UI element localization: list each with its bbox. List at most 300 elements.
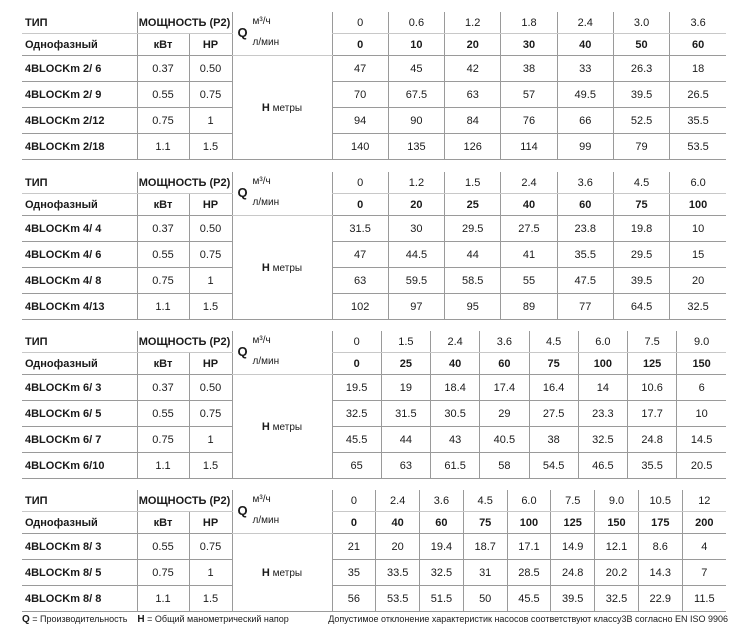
head-value: 30.5 <box>431 401 480 427</box>
flow-label <box>233 492 332 532</box>
legend-q-letter: Q <box>22 614 30 625</box>
model-name: 4BLOCKm 6/10 <box>22 453 137 479</box>
table-row <box>22 586 726 612</box>
head-value: 15 <box>670 242 726 268</box>
flow-header <box>232 490 332 534</box>
flow-symbol: Q <box>237 184 248 200</box>
head-value: 65 <box>332 453 381 479</box>
table-row <box>22 375 726 401</box>
header-row <box>22 12 726 34</box>
head-unit: метры <box>272 567 303 579</box>
power-hp: 0.75 <box>189 242 232 268</box>
head-value: 33.5 <box>376 560 420 586</box>
head-label <box>232 56 332 160</box>
flow-lmin-value: 0 <box>332 512 376 534</box>
head-value: 17.1 <box>507 534 551 560</box>
flow-header <box>232 12 332 56</box>
flow-lmin-value: 20 <box>445 34 501 56</box>
power-kw: 1.1 <box>137 586 189 612</box>
head-unit: метры <box>272 421 303 433</box>
flow-m3h-value: 3.0 <box>613 12 669 34</box>
flow-unit-lmin: л/мин <box>252 196 280 208</box>
head-value: 17.7 <box>628 401 677 427</box>
flow-m3h-value: 9.0 <box>677 331 726 353</box>
flow-lmin-value: 75 <box>613 194 669 216</box>
head-value: 32.5 <box>578 427 627 453</box>
model-name: 4BLOCKm 4/13 <box>22 294 137 320</box>
legend-q-text: = Производительность <box>29 614 128 624</box>
head-value: 7 <box>682 560 726 586</box>
table-row <box>22 108 726 134</box>
hp-header: HP <box>189 194 232 216</box>
power-kw: 0.37 <box>137 216 189 242</box>
power-hp: 1 <box>189 268 232 294</box>
model-name: 4BLOCKm 8/ 3 <box>22 534 137 560</box>
flow-m3h-value: 1.5 <box>381 331 430 353</box>
power-kw: 0.55 <box>137 82 189 108</box>
head-value: 95 <box>445 294 501 320</box>
head-value: 53.5 <box>376 586 420 612</box>
head-value: 6 <box>677 375 726 401</box>
hp-header: HP <box>189 353 232 375</box>
head-value: 61.5 <box>431 453 480 479</box>
head-symbol: H <box>261 261 270 274</box>
head-value: 51.5 <box>420 586 464 612</box>
head-value: 56 <box>332 586 376 612</box>
model-name: 4BLOCKm 6/ 7 <box>22 427 137 453</box>
head-value: 14.5 <box>677 427 726 453</box>
head-value: 31 <box>463 560 507 586</box>
head-value: 79 <box>613 134 669 160</box>
head-value: 32.5 <box>595 586 639 612</box>
legend <box>22 614 289 625</box>
head-value: 19.8 <box>613 216 669 242</box>
power-hp: 1 <box>189 108 232 134</box>
head-value: 43 <box>431 427 480 453</box>
head-value: 42 <box>445 56 501 82</box>
head-value: 20 <box>376 534 420 560</box>
flow-m3h-value: 2.4 <box>501 172 557 194</box>
header-row <box>22 331 726 353</box>
head-value: 10.6 <box>628 375 677 401</box>
flow-lmin-value: 50 <box>613 34 669 56</box>
flow-lmin-value: 60 <box>480 353 529 375</box>
head-value: 33 <box>557 56 613 82</box>
model-name: 4BLOCKm 6/ 3 <box>22 375 137 401</box>
table-row <box>22 216 726 242</box>
head-value: 20.5 <box>677 453 726 479</box>
head-value: 17.4 <box>480 375 529 401</box>
flow-m3h-value: 0 <box>332 331 381 353</box>
head-value: 94 <box>332 108 388 134</box>
head-value: 53.5 <box>670 134 726 160</box>
head-value: 67.5 <box>388 82 444 108</box>
head-value: 47 <box>332 56 388 82</box>
flow-m3h-value: 10.5 <box>638 490 682 512</box>
head-value: 45.5 <box>507 586 551 612</box>
power-hp: 1.5 <box>189 453 232 479</box>
head-value: 20.2 <box>595 560 639 586</box>
power-kw: 0.75 <box>137 108 189 134</box>
flow-unit-lmin: л/мин <box>252 355 280 367</box>
flow-m3h-value: 3.6 <box>420 490 464 512</box>
flow-lmin-value: 10 <box>388 34 444 56</box>
head-value: 47.5 <box>557 268 613 294</box>
power-hp: 1 <box>189 560 232 586</box>
flow-lmin-value: 75 <box>463 512 507 534</box>
phase-header: Однофазный <box>22 512 137 534</box>
head-value: 21 <box>332 534 376 560</box>
power-hp: 1.5 <box>189 294 232 320</box>
flow-lmin-value: 125 <box>628 353 677 375</box>
flow-lmin-value: 40 <box>431 353 480 375</box>
flow-m3h-value: 4.5 <box>613 172 669 194</box>
flow-m3h-value: 0 <box>332 172 388 194</box>
head-value: 38 <box>529 427 578 453</box>
head-value: 90 <box>388 108 444 134</box>
flow-m3h-value: 0 <box>332 490 376 512</box>
head-value: 44 <box>445 242 501 268</box>
flow-symbol: Q <box>237 24 248 40</box>
head-value: 11.5 <box>682 586 726 612</box>
flow-m3h-value: 7.5 <box>551 490 595 512</box>
power-hp: 0.75 <box>189 534 232 560</box>
head-value: 30 <box>388 216 444 242</box>
flow-m3h-value: 3.6 <box>557 172 613 194</box>
flow-m3h-value: 2.4 <box>376 490 420 512</box>
performance-table <box>22 12 726 160</box>
flow-lmin-value: 125 <box>551 512 595 534</box>
table-row <box>22 427 726 453</box>
head-value: 35.5 <box>670 108 726 134</box>
head-value: 23.8 <box>557 216 613 242</box>
flow-label <box>233 174 332 214</box>
power-kw: 0.75 <box>137 427 189 453</box>
power-kw: 0.55 <box>137 401 189 427</box>
flow-unit-lmin: л/мин <box>252 514 280 526</box>
head-value: 32.5 <box>420 560 464 586</box>
head-value: 19.4 <box>420 534 464 560</box>
head-value: 27.5 <box>501 216 557 242</box>
power-hp: 1.5 <box>189 134 232 160</box>
head-label <box>232 534 332 612</box>
head-value: 35.5 <box>628 453 677 479</box>
flow-m3h-value: 0.6 <box>388 12 444 34</box>
flow-lmin-value: 100 <box>670 194 726 216</box>
flow-lmin-value: 20 <box>388 194 444 216</box>
flow-header <box>232 172 332 216</box>
flow-symbol: Q <box>237 343 248 359</box>
head-value: 14.3 <box>638 560 682 586</box>
head-label <box>232 375 332 479</box>
model-name: 4BLOCKm 4/ 6 <box>22 242 137 268</box>
power-kw: 0.55 <box>137 534 189 560</box>
head-value: 59.5 <box>388 268 444 294</box>
table-row <box>22 242 726 268</box>
head-value: 28.5 <box>507 560 551 586</box>
head-value: 24.8 <box>551 560 595 586</box>
table-row <box>22 268 726 294</box>
head-value: 29 <box>480 401 529 427</box>
head-value: 32.5 <box>332 401 381 427</box>
flow-unit-m3h: м³/ч <box>252 175 271 187</box>
head-value: 55 <box>501 268 557 294</box>
flow-m3h-value: 3.6 <box>670 12 726 34</box>
flow-m3h-value: 0 <box>332 12 388 34</box>
power-kw: 0.37 <box>137 56 189 82</box>
head-value: 18.4 <box>431 375 480 401</box>
performance-table <box>22 172 726 320</box>
head-value: 52.5 <box>613 108 669 134</box>
head-value: 70 <box>332 82 388 108</box>
flow-m3h-value: 1.2 <box>388 172 444 194</box>
flow-lmin-value: 200 <box>682 512 726 534</box>
type-header: ТИП <box>22 490 137 512</box>
power-hp: 0.50 <box>189 216 232 242</box>
flow-lmin-value: 0 <box>332 353 381 375</box>
header-row <box>22 172 726 194</box>
flow-lmin-value: 150 <box>595 512 639 534</box>
kw-header: кВт <box>137 194 189 216</box>
table-row <box>22 294 726 320</box>
head-value: 4 <box>682 534 726 560</box>
head-value: 57 <box>501 82 557 108</box>
head-value: 50 <box>463 586 507 612</box>
type-header: ТИП <box>22 12 137 34</box>
model-name: 4BLOCKm 8/ 8 <box>22 586 137 612</box>
flow-m3h-value: 2.4 <box>557 12 613 34</box>
head-value: 47 <box>332 242 388 268</box>
table-row <box>22 560 726 586</box>
head-value: 66 <box>557 108 613 134</box>
head-value: 58 <box>480 453 529 479</box>
flow-m3h-value: 4.5 <box>529 331 578 353</box>
flow-m3h-value: 6.0 <box>507 490 551 512</box>
flow-lmin-value: 40 <box>501 194 557 216</box>
head-value: 140 <box>332 134 388 160</box>
flow-m3h-value: 1.8 <box>501 12 557 34</box>
flow-m3h-value: 9.0 <box>595 490 639 512</box>
head-value: 126 <box>445 134 501 160</box>
flow-lmin-value: 0 <box>332 34 388 56</box>
power-kw: 0.75 <box>137 560 189 586</box>
head-value: 44 <box>381 427 430 453</box>
flow-m3h-value: 6.0 <box>670 172 726 194</box>
head-value: 14.9 <box>551 534 595 560</box>
head-value: 35.5 <box>557 242 613 268</box>
flow-lmin-value: 25 <box>445 194 501 216</box>
head-value: 16.4 <box>529 375 578 401</box>
power-header: МОЩНОСТЬ (P2) <box>137 172 232 194</box>
flow-lmin-value: 100 <box>578 353 627 375</box>
model-name: 4BLOCKm 8/ 5 <box>22 560 137 586</box>
header-row <box>22 194 726 216</box>
head-value: 45 <box>388 56 444 82</box>
flow-m3h-value: 2.4 <box>431 331 480 353</box>
model-name: 4BLOCKm 2/12 <box>22 108 137 134</box>
header-row <box>22 512 726 534</box>
head-value: 32.5 <box>670 294 726 320</box>
model-name: 4BLOCKm 2/ 6 <box>22 56 137 82</box>
model-name: 4BLOCKm 2/ 9 <box>22 82 137 108</box>
kw-header: кВт <box>137 34 189 56</box>
flow-lmin-value: 60 <box>557 194 613 216</box>
table-row <box>22 401 726 427</box>
head-value: 29.5 <box>445 216 501 242</box>
head-value: 31.5 <box>332 216 388 242</box>
power-kw: 1.1 <box>137 294 189 320</box>
head-value: 54.5 <box>529 453 578 479</box>
table-row <box>22 56 726 82</box>
flow-lmin-value: 75 <box>529 353 578 375</box>
flow-unit-lmin: л/мин <box>252 36 280 48</box>
head-value: 63 <box>381 453 430 479</box>
head-value: 39.5 <box>613 268 669 294</box>
head-value: 10 <box>677 401 726 427</box>
flow-lmin-value: 60 <box>420 512 464 534</box>
flow-lmin-value: 30 <box>501 34 557 56</box>
performance-table <box>22 490 726 612</box>
power-hp: 1 <box>189 427 232 453</box>
flow-symbol: Q <box>237 502 248 518</box>
head-value: 39.5 <box>551 586 595 612</box>
head-value: 49.5 <box>557 82 613 108</box>
head-symbol: H <box>261 420 270 433</box>
flow-lmin-value: 40 <box>557 34 613 56</box>
head-value: 41 <box>501 242 557 268</box>
power-kw: 1.1 <box>137 453 189 479</box>
legend-h-text: = Общий манометрический напор <box>144 614 289 624</box>
type-header: ТИП <box>22 331 137 353</box>
flow-lmin-value: 25 <box>381 353 430 375</box>
head-value: 19 <box>381 375 430 401</box>
table-row <box>22 534 726 560</box>
head-value: 31.5 <box>381 401 430 427</box>
performance-table <box>22 331 726 479</box>
power-kw: 0.37 <box>137 375 189 401</box>
head-value: 23.3 <box>578 401 627 427</box>
flow-unit-m3h: м³/ч <box>252 334 271 346</box>
model-name: 4BLOCKm 2/18 <box>22 134 137 160</box>
head-value: 58.5 <box>445 268 501 294</box>
head-label <box>232 216 332 320</box>
flow-unit-m3h: м³/ч <box>252 15 271 27</box>
hp-header: HP <box>189 512 232 534</box>
head-value: 27.5 <box>529 401 578 427</box>
head-unit: метры <box>272 102 303 114</box>
head-value: 64.5 <box>613 294 669 320</box>
kw-header: кВт <box>137 353 189 375</box>
head-value: 63 <box>332 268 388 294</box>
head-value: 102 <box>332 294 388 320</box>
head-value: 40.5 <box>480 427 529 453</box>
head-value: 89 <box>501 294 557 320</box>
head-value: 12.1 <box>595 534 639 560</box>
flow-m3h-value: 4.5 <box>463 490 507 512</box>
model-name: 4BLOCKm 4/ 4 <box>22 216 137 242</box>
flow-lmin-value: 100 <box>507 512 551 534</box>
power-header: МОЩНОСТЬ (P2) <box>137 12 232 34</box>
head-value: 39.5 <box>613 82 669 108</box>
head-value: 46.5 <box>578 453 627 479</box>
hp-header: HP <box>189 34 232 56</box>
power-header: МОЩНОСТЬ (P2) <box>137 331 232 353</box>
flow-lmin-value: 60 <box>670 34 726 56</box>
power-header: МОЩНОСТЬ (P2) <box>137 490 232 512</box>
power-hp: 0.75 <box>189 401 232 427</box>
head-value: 135 <box>388 134 444 160</box>
flow-lmin-value: 150 <box>677 353 726 375</box>
header-row <box>22 490 726 512</box>
power-kw: 1.1 <box>137 134 189 160</box>
head-value: 26.5 <box>670 82 726 108</box>
flow-lmin-value: 0 <box>332 194 388 216</box>
head-value: 10 <box>670 216 726 242</box>
legend-h-letter: H <box>137 614 145 625</box>
head-value: 19.5 <box>332 375 381 401</box>
phase-header: Однофазный <box>22 353 137 375</box>
head-value: 18.7 <box>463 534 507 560</box>
flow-m3h-value: 1.5 <box>445 172 501 194</box>
flow-m3h-value: 1.2 <box>445 12 501 34</box>
head-value: 63 <box>445 82 501 108</box>
flow-unit-m3h: м³/ч <box>252 493 271 505</box>
flow-m3h-value: 12 <box>682 490 726 512</box>
power-hp: 0.50 <box>189 56 232 82</box>
head-value: 18 <box>670 56 726 82</box>
header-row <box>22 353 726 375</box>
flow-lmin-value: 175 <box>638 512 682 534</box>
power-hp: 0.50 <box>189 375 232 401</box>
table-row <box>22 82 726 108</box>
flow-label <box>233 14 332 54</box>
head-value: 84 <box>445 108 501 134</box>
power-kw: 0.55 <box>137 242 189 268</box>
head-value: 29.5 <box>613 242 669 268</box>
head-value: 20 <box>670 268 726 294</box>
flow-label <box>233 333 332 373</box>
phase-header: Однофазный <box>22 194 137 216</box>
power-hp: 0.75 <box>189 82 232 108</box>
head-unit: метры <box>272 262 303 274</box>
head-value: 45.5 <box>332 427 381 453</box>
head-value: 44.5 <box>388 242 444 268</box>
flow-header <box>232 331 332 375</box>
head-value: 77 <box>557 294 613 320</box>
head-value: 114 <box>501 134 557 160</box>
phase-header: Однофазный <box>22 34 137 56</box>
type-header: ТИП <box>22 172 137 194</box>
tolerance-note: Допустимое отклонение характеристик насосов соответствуют классу3В согласно EN ISO 9906 <box>328 614 728 624</box>
flow-lmin-value: 40 <box>376 512 420 534</box>
head-value: 22.9 <box>638 586 682 612</box>
table-row <box>22 453 726 479</box>
head-value: 14 <box>578 375 627 401</box>
head-value: 24.8 <box>628 427 677 453</box>
head-value: 35 <box>332 560 376 586</box>
model-name: 4BLOCKm 6/ 5 <box>22 401 137 427</box>
flow-m3h-value: 3.6 <box>480 331 529 353</box>
model-name: 4BLOCKm 4/ 8 <box>22 268 137 294</box>
head-value: 38 <box>501 56 557 82</box>
head-value: 26.3 <box>613 56 669 82</box>
power-kw: 0.75 <box>137 268 189 294</box>
head-symbol: H <box>261 101 270 114</box>
table-row <box>22 134 726 160</box>
head-value: 99 <box>557 134 613 160</box>
flow-m3h-value: 6.0 <box>578 331 627 353</box>
kw-header: кВт <box>137 512 189 534</box>
